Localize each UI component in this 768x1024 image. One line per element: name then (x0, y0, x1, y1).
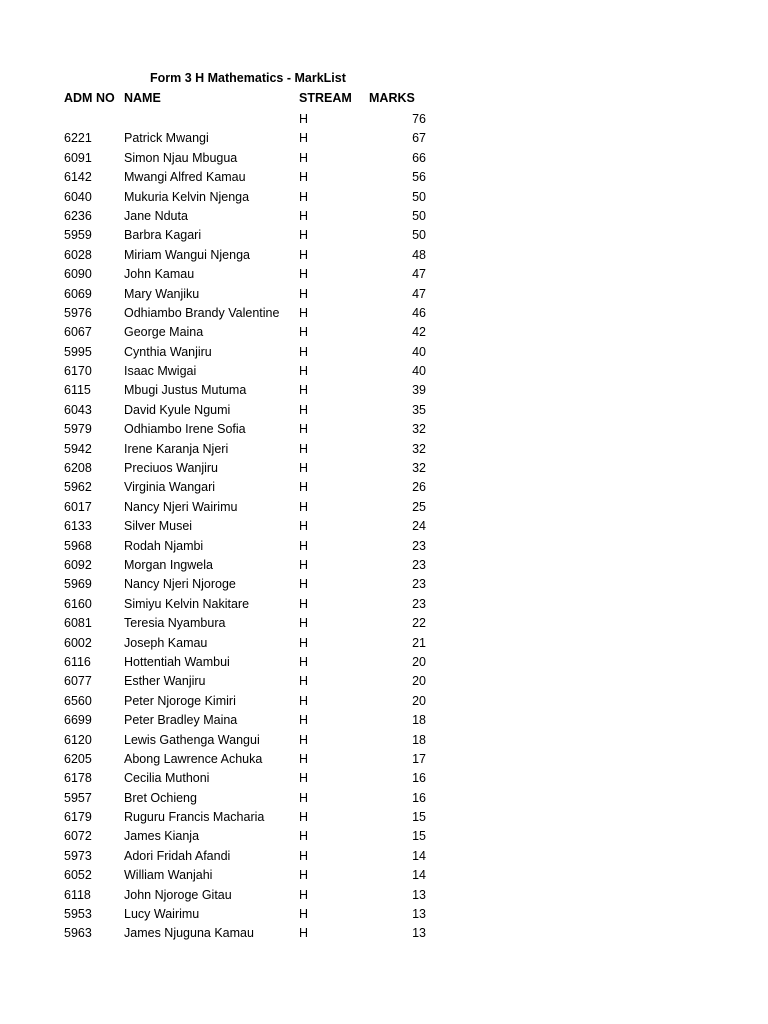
cell-stream: H (299, 635, 309, 650)
cell-marks: 67 (412, 131, 426, 146)
table-row (0, 440, 768, 459)
cell-name: Peter Njoroge Kimiri (124, 693, 236, 708)
cell-name: James Kianja (124, 829, 200, 844)
cell-name: Hottentiah Wambui (124, 654, 230, 669)
cell-stream: H (299, 228, 309, 243)
table-row (0, 149, 768, 168)
cell-name: Jane Nduta (124, 208, 188, 223)
cell-adm-no: 6170 (64, 364, 92, 379)
table-row (0, 808, 768, 827)
cell-marks: 40 (412, 344, 426, 359)
cell-stream: H (299, 208, 309, 223)
cell-marks: 42 (412, 325, 426, 340)
cell-marks: 18 (412, 713, 426, 728)
cell-adm-no: 6236 (64, 208, 92, 223)
cell-adm-no: 6072 (64, 829, 92, 844)
cell-name: John Kamau (124, 267, 195, 282)
cell-marks: 50 (412, 208, 426, 223)
cell-stream: H (299, 751, 309, 766)
cell-marks: 16 (412, 790, 426, 805)
table-row (0, 575, 768, 594)
table-row (0, 731, 768, 750)
cell-marks: 13 (412, 907, 426, 922)
header-adm-no: ADM NO (64, 91, 115, 105)
table-row (0, 750, 768, 769)
cell-name: Joseph Kamau (124, 635, 208, 650)
table-row (0, 672, 768, 691)
cell-stream: H (299, 848, 309, 863)
cell-adm-no: 6077 (64, 674, 92, 689)
cell-marks: 20 (412, 674, 426, 689)
page-title: Form 3 H Mathematics - MarkList (150, 71, 346, 85)
table-row (0, 537, 768, 556)
cell-name: Ruguru Francis Macharia (124, 810, 265, 825)
table-row (0, 769, 768, 788)
cell-adm-no: 6052 (64, 868, 92, 883)
cell-stream: H (299, 732, 309, 747)
cell-adm-no: 6118 (64, 887, 91, 902)
table-row (0, 420, 768, 439)
cell-marks: 26 (412, 480, 426, 495)
cell-name: Nancy Njeri Wairimu (124, 499, 238, 514)
table-row (0, 478, 768, 497)
cell-marks: 13 (412, 926, 426, 941)
cell-stream: H (299, 383, 309, 398)
cell-marks: 25 (412, 499, 426, 514)
cell-name: John Njoroge Gitau (124, 887, 232, 902)
cell-name: Bret Ochieng (124, 790, 197, 805)
cell-name: Miriam Wangui Njenga (124, 247, 250, 262)
cell-name: Virginia Wangari (124, 480, 216, 495)
cell-adm-no: 6205 (64, 751, 92, 766)
table-row (0, 653, 768, 672)
table-row (0, 381, 768, 400)
table-row (0, 168, 768, 187)
table-row (0, 556, 768, 575)
cell-stream: H (299, 499, 309, 514)
cell-stream: H (299, 170, 309, 185)
cell-stream: H (299, 189, 309, 204)
cell-adm-no: 6043 (64, 402, 92, 417)
table-row (0, 285, 768, 304)
cell-name: Cecilia Muthoni (124, 771, 210, 786)
table-row (0, 789, 768, 808)
cell-marks: 66 (412, 150, 426, 165)
cell-stream: H (299, 907, 309, 922)
cell-adm-no: 6067 (64, 325, 92, 340)
cell-stream: H (299, 519, 309, 534)
table-row (0, 304, 768, 323)
table-header (0, 91, 768, 109)
cell-stream: H (299, 887, 309, 902)
table-row (0, 343, 768, 362)
cell-stream: H (299, 344, 309, 359)
cell-stream: H (299, 325, 309, 340)
cell-stream: H (299, 131, 309, 146)
cell-name: Esther Wanjiru (124, 674, 206, 689)
table-row (0, 711, 768, 730)
cell-stream: H (299, 267, 309, 282)
cell-stream: H (299, 247, 309, 262)
cell-name: Mukuria Kelvin Njenga (124, 189, 250, 204)
table-row (0, 323, 768, 342)
table-row (0, 188, 768, 207)
cell-stream: H (299, 557, 309, 572)
cell-adm-no: 5957 (64, 790, 92, 805)
cell-name: Morgan Ingwela (124, 557, 213, 572)
cell-name: Mwangi Alfred Kamau (124, 170, 246, 185)
table-row (0, 459, 768, 478)
cell-marks: 32 (412, 422, 426, 437)
cell-stream: H (299, 461, 309, 476)
cell-stream: H (299, 286, 309, 301)
cell-stream: H (299, 790, 309, 805)
cell-name: William Wanjahi (124, 868, 213, 883)
cell-marks: 48 (412, 247, 426, 262)
cell-name: Abong Lawrence Achuka (124, 751, 263, 766)
cell-adm-no: 6142 (64, 170, 92, 185)
cell-stream: H (299, 422, 309, 437)
cell-name: George Maina (124, 325, 204, 340)
cell-stream: H (299, 674, 309, 689)
cell-stream: H (299, 577, 309, 592)
cell-name: Barbra Kagari (124, 228, 202, 243)
cell-adm-no: 6090 (64, 267, 92, 282)
cell-marks: 50 (412, 189, 426, 204)
table-row (0, 866, 768, 885)
cell-name: Silver Musei (124, 519, 193, 534)
cell-adm-no: 6115 (64, 383, 91, 398)
cell-adm-no: 6160 (64, 596, 92, 611)
cell-name: Teresia Nyambura (124, 616, 226, 631)
cell-name: Preciuos Wanjiru (124, 461, 219, 476)
cell-adm-no: 5959 (64, 228, 92, 243)
cell-adm-no: 6120 (64, 732, 92, 747)
cell-adm-no: 6091 (64, 150, 92, 165)
cell-name: Lucy Wairimu (124, 907, 200, 922)
cell-name: Lewis Gathenga Wangui (124, 732, 260, 747)
cell-marks: 39 (412, 383, 426, 398)
cell-marks: 35 (412, 402, 426, 417)
header-stream: STREAM (299, 91, 352, 105)
cell-adm-no: 5969 (64, 577, 92, 592)
cell-adm-no: 6699 (64, 713, 92, 728)
cell-name: Simiyu Kelvin Nakitare (124, 596, 250, 611)
cell-stream: H (299, 926, 309, 941)
cell-marks: 47 (412, 286, 426, 301)
cell-adm-no: 6179 (64, 810, 92, 825)
table-row (0, 924, 768, 943)
table-row (0, 886, 768, 905)
cell-marks: 23 (412, 577, 426, 592)
cell-stream: H (299, 150, 309, 165)
cell-name: Cynthia Wanjiru (124, 344, 212, 359)
cell-adm-no: 6208 (64, 461, 92, 476)
cell-name: Mary Wanjiku (124, 286, 200, 301)
cell-name: Patrick Mwangi (124, 131, 209, 146)
cell-stream: H (299, 305, 309, 320)
cell-adm-no: 6040 (64, 189, 92, 204)
cell-adm-no: 6560 (64, 693, 92, 708)
table-row (0, 207, 768, 226)
cell-adm-no: 6069 (64, 286, 92, 301)
cell-marks: 22 (412, 616, 426, 631)
cell-stream: H (299, 693, 309, 708)
cell-name: Odhiambo Brandy Valentine (124, 305, 280, 320)
cell-marks: 32 (412, 461, 426, 476)
cell-adm-no: 5953 (64, 907, 92, 922)
cell-adm-no: 5973 (64, 848, 92, 863)
cell-adm-no: 5968 (64, 538, 92, 553)
table-row (0, 827, 768, 846)
table-row (0, 129, 768, 148)
table-row (0, 614, 768, 633)
cell-marks: 23 (412, 557, 426, 572)
table-row (0, 595, 768, 614)
cell-adm-no: 6178 (64, 771, 92, 786)
cell-marks: 14 (412, 848, 426, 863)
cell-name: Peter Bradley Maina (124, 713, 238, 728)
cell-marks: 24 (412, 519, 426, 534)
table-row (0, 226, 768, 245)
cell-marks: 32 (412, 441, 426, 456)
cell-marks: 46 (412, 305, 426, 320)
table-row (0, 110, 768, 129)
cell-adm-no: 5976 (64, 305, 92, 320)
cell-adm-no: 5995 (64, 344, 92, 359)
cell-stream: H (299, 364, 309, 379)
cell-stream: H (299, 596, 309, 611)
table-row (0, 265, 768, 284)
cell-adm-no: 6092 (64, 557, 92, 572)
cell-adm-no: 5942 (64, 441, 92, 456)
cell-stream: H (299, 616, 309, 631)
cell-stream: H (299, 868, 309, 883)
cell-stream: H (299, 810, 309, 825)
cell-stream: H (299, 829, 309, 844)
marklist-table (0, 110, 768, 944)
table-row (0, 634, 768, 653)
header-name: NAME (124, 91, 161, 105)
cell-stream: H (299, 654, 309, 669)
cell-stream: H (299, 771, 309, 786)
cell-name: David Kyule Ngumi (124, 402, 231, 417)
cell-marks: 20 (412, 654, 426, 669)
cell-stream: H (299, 402, 309, 417)
table-row (0, 401, 768, 420)
header-marks: MARKS (369, 91, 415, 105)
cell-name: Rodah Njambi (124, 538, 204, 553)
cell-adm-no: 6133 (64, 519, 92, 534)
cell-name: Nancy Njeri Njoroge (124, 577, 236, 592)
cell-name: Irene Karanja Njeri (124, 441, 229, 456)
cell-adm-no: 5962 (64, 480, 92, 495)
cell-name: James Njuguna Kamau (124, 926, 254, 941)
cell-stream: H (299, 112, 309, 126)
table-row (0, 905, 768, 924)
cell-marks: 14 (412, 868, 426, 883)
cell-adm-no: 6017 (64, 499, 92, 514)
cell-marks: 20 (412, 693, 426, 708)
table-row (0, 517, 768, 536)
cell-marks: 76 (412, 112, 426, 126)
cell-marks: 47 (412, 267, 426, 282)
table-row (0, 362, 768, 381)
cell-marks: 21 (412, 635, 426, 650)
cell-marks: 15 (412, 810, 426, 825)
cell-marks: 23 (412, 596, 426, 611)
cell-marks: 18 (412, 732, 426, 747)
cell-marks: 50 (412, 228, 426, 243)
cell-marks: 23 (412, 538, 426, 553)
cell-marks: 56 (412, 170, 426, 185)
cell-stream: H (299, 713, 309, 728)
cell-stream: H (299, 480, 309, 495)
cell-marks: 13 (412, 887, 426, 902)
cell-marks: 16 (412, 771, 426, 786)
table-row (0, 246, 768, 265)
cell-adm-no: 5963 (64, 926, 92, 941)
cell-stream: H (299, 441, 309, 456)
cell-adm-no: 6002 (64, 635, 92, 650)
cell-stream: H (299, 538, 309, 553)
cell-name: Isaac Mwigai (124, 364, 197, 379)
cell-name: Mbugi Justus Mutuma (124, 383, 247, 398)
cell-adm-no: 6116 (64, 654, 91, 669)
cell-adm-no: 6221 (64, 131, 92, 146)
cell-name: Adori Fridah Afandi (124, 848, 231, 863)
cell-name: Odhiambo Irene Sofia (124, 422, 246, 437)
cell-marks: 40 (412, 364, 426, 379)
cell-name: Simon Njau Mbugua (124, 150, 238, 165)
cell-marks: 17 (412, 751, 426, 766)
table-row (0, 692, 768, 711)
cell-adm-no: 6028 (64, 247, 92, 262)
cell-adm-no: 6081 (64, 616, 92, 631)
table-row (0, 498, 768, 517)
cell-marks: 15 (412, 829, 426, 844)
cell-adm-no: 5979 (64, 422, 92, 437)
table-row (0, 847, 768, 866)
